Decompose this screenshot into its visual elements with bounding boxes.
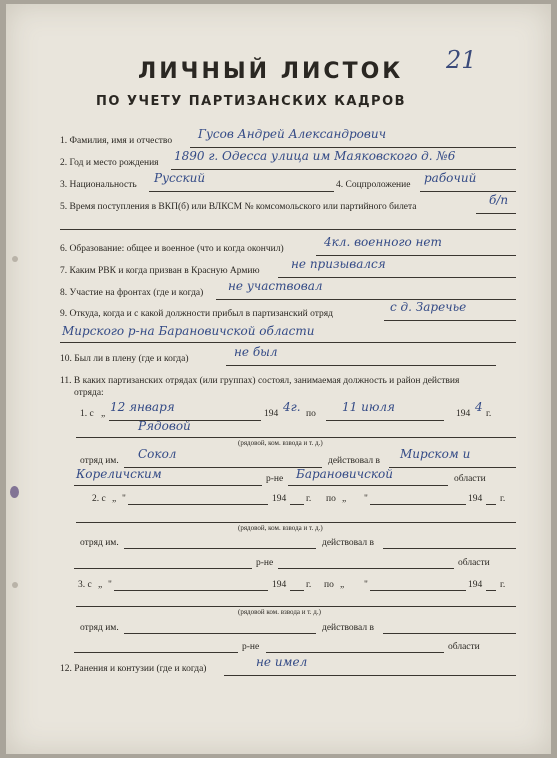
unit-2-otryad-label: отряд им. <box>80 538 119 548</box>
unit-1-to-line <box>326 420 444 421</box>
unit-1-position-line <box>76 437 516 438</box>
field-3-line <box>149 191 334 192</box>
unit-1-deystvoval-label: действовал в <box>328 456 380 466</box>
unit-2-prefix: 2. с <box>92 494 106 504</box>
unit-2-quote-close: " <box>122 494 126 504</box>
unit-3-quote-close-2: " <box>364 580 368 590</box>
unit-1-yr-to: 194 <box>456 409 471 419</box>
field-10-line <box>226 365 496 366</box>
form-title: ЛИЧНЫЙ ЛИСТОК <box>138 59 404 84</box>
field-6-value: 4кл. военного нет <box>324 235 442 249</box>
unit-1-to-value: 11 июля <box>342 400 395 414</box>
field-8-line <box>216 299 516 300</box>
unit-3-g-2: г. <box>500 580 506 590</box>
field-4-value: рабочий <box>424 171 477 185</box>
unit-3-yr: 194 <box>272 580 287 590</box>
unit-1-yr-from-value: 4г. <box>283 400 301 414</box>
field-7-label: 7. Каким РВК и когда призван в Красную Армию <box>60 266 260 276</box>
unit-1-oblast-line <box>288 485 448 486</box>
unit-1-g: г. <box>486 409 492 419</box>
unit-3-quote-open: „ <box>98 580 103 590</box>
ink-blot <box>10 486 19 498</box>
unit-1-position-hint: (рядовой, ком. взвода и т. д.) <box>238 439 323 447</box>
unit-3-position-hint: (рядовой ком. взвода и т. д.) <box>238 608 321 616</box>
field-12-label: 12. Ранения и контузии (где и когда) <box>60 664 207 674</box>
unit-3-otryad-line <box>124 633 316 634</box>
unit-2-position-line <box>76 522 516 523</box>
unit-3-yr-line <box>290 590 304 591</box>
unit-2-oblast-line <box>278 568 454 569</box>
unit-2-yr-to-line <box>486 504 496 505</box>
unit-2-deystvoval-label: действовал в <box>322 538 374 548</box>
unit-2-g: г. <box>306 494 312 504</box>
unit-1-deystvoval-value: Мирском и <box>400 447 471 461</box>
unit-3-rayon-line <box>74 652 238 653</box>
unit-3-yr-to: 194 <box>468 580 483 590</box>
field-2-line <box>171 169 516 170</box>
field-6-label: 6. Образование: общее и военное (что и когда окончил) <box>60 244 284 254</box>
field-11-label-2: отряда: <box>74 388 104 398</box>
field-11-label: 11. В каких партизанских отрядах (или группах) состоял, занимаемая должность и район действия <box>60 376 460 386</box>
unit-1-rne: р-не <box>266 474 284 484</box>
unit-3-oblast-line <box>266 652 444 653</box>
unit-3-yr-to-line <box>486 590 496 591</box>
field-4-line <box>420 191 516 192</box>
field-4-label: 4. Соцпроложение <box>336 180 411 190</box>
field-2-value: 1890 г. Одесса улица им Маяковского д. №6 <box>174 149 456 163</box>
field-9-label: 9. Откуда, когда и с какой должности прибыл в партизанский отряд <box>60 309 333 319</box>
field-9-line-2 <box>60 342 516 343</box>
unit-1-from-value: 12 января <box>110 400 175 414</box>
unit-3-position-line <box>76 606 516 607</box>
unit-3-oblasti: области <box>448 642 480 652</box>
field-7-value: не призывался <box>291 257 386 271</box>
field-7-line <box>278 277 516 278</box>
unit-1-po: по <box>306 409 316 419</box>
unit-1-rayon-value-1: Кореличским <box>76 467 162 481</box>
field-9-line <box>384 320 516 321</box>
field-6-line <box>316 255 516 256</box>
unit-2-yr: 194 <box>272 494 287 504</box>
page-number: 21 <box>446 46 477 74</box>
unit-2-quote-open: „ <box>112 494 117 504</box>
unit-3-quote-open-2: „ <box>340 580 345 590</box>
field-1-label: 1. Фамилия, имя и отчество <box>60 136 173 146</box>
unit-3-rne: р-не <box>242 642 260 652</box>
unit-3-from-line <box>114 590 268 591</box>
unit-1-yr: 194 <box>264 409 279 419</box>
field-8-label: 8. Участие на фронтах (где и когда) <box>60 288 204 298</box>
field-9-value-1: с д. Заречье <box>390 300 467 314</box>
field-2-label: 2. Год и место рождения <box>60 158 159 168</box>
form-subtitle: ПО УЧЕТУ ПАРТИЗАНСКИХ КАДРОВ <box>96 94 407 109</box>
field-12-value: не имел <box>256 655 308 669</box>
unit-1-oblasti: области <box>454 474 486 484</box>
unit-2-otryad-line <box>124 548 316 549</box>
unit-1-position-value: Рядовой <box>138 419 191 433</box>
unit-3-g: г. <box>306 580 312 590</box>
unit-1-quote-open: „ <box>101 409 106 419</box>
field-8-value: не участвовал <box>228 279 323 293</box>
unit-3-to-line <box>370 590 466 591</box>
punch-hole <box>12 582 18 588</box>
field-10-label: 10. Был ли в плену (где и когда) <box>60 354 189 364</box>
unit-3-po: по <box>324 580 334 590</box>
unit-1-prefix: 1. с <box>80 409 94 419</box>
unit-2-quote-close-2: " <box>364 494 368 504</box>
unit-2-yr-to: 194 <box>468 494 483 504</box>
unit-2-rayon-line <box>74 568 252 569</box>
field-12-line <box>224 675 516 676</box>
unit-2-oblasti: области <box>458 558 490 568</box>
unit-3-deystvoval-label: действовал в <box>322 623 374 633</box>
unit-2-rne: р-не <box>256 558 274 568</box>
unit-3-quote-close: " <box>108 580 112 590</box>
unit-1-yr-to-value: 4 <box>475 400 483 414</box>
field-10-value: не был <box>234 345 278 359</box>
unit-2-quote-open-2: „ <box>342 494 347 504</box>
unit-3-deystvoval-line <box>383 633 516 634</box>
field-5-value: б/п <box>489 193 509 207</box>
punch-hole <box>12 256 18 262</box>
field-5-label: 5. Время поступления в ВКП(б) или ВЛКСМ № комсомольского или партийного билета <box>60 202 417 212</box>
unit-2-yr-line <box>290 504 304 505</box>
unit-3-prefix: 3. с <box>78 580 92 590</box>
unit-2-deystvoval-line <box>383 548 516 549</box>
unit-1-otryad-value: Сокол <box>138 447 177 461</box>
unit-2-from-line <box>128 504 268 505</box>
field-1-line <box>190 147 516 148</box>
field-9-value-2: Мирского р-на Барановичской области <box>62 324 315 338</box>
field-1-value: Гусов Андрей Александрович <box>198 127 387 141</box>
field-5-line-2 <box>60 229 516 230</box>
unit-1-rayon-line <box>74 485 262 486</box>
unit-1-deystvoval-line <box>389 467 516 468</box>
unit-2-g-2: г. <box>500 494 506 504</box>
unit-1-otryad-label: отряд им. <box>80 456 119 466</box>
unit-2-po: по <box>326 494 336 504</box>
unit-2-position-hint: (рядовой, ком. взвода и т. д.) <box>238 524 323 532</box>
unit-1-rayon-value-2: Барановичской <box>296 467 393 481</box>
unit-2-to-line <box>370 504 466 505</box>
field-5-line <box>476 213 516 214</box>
document-page <box>6 4 551 754</box>
field-3-value: Русский <box>154 171 206 185</box>
unit-3-otryad-label: отряд им. <box>80 623 119 633</box>
field-3-label: 3. Национальность <box>60 180 137 190</box>
